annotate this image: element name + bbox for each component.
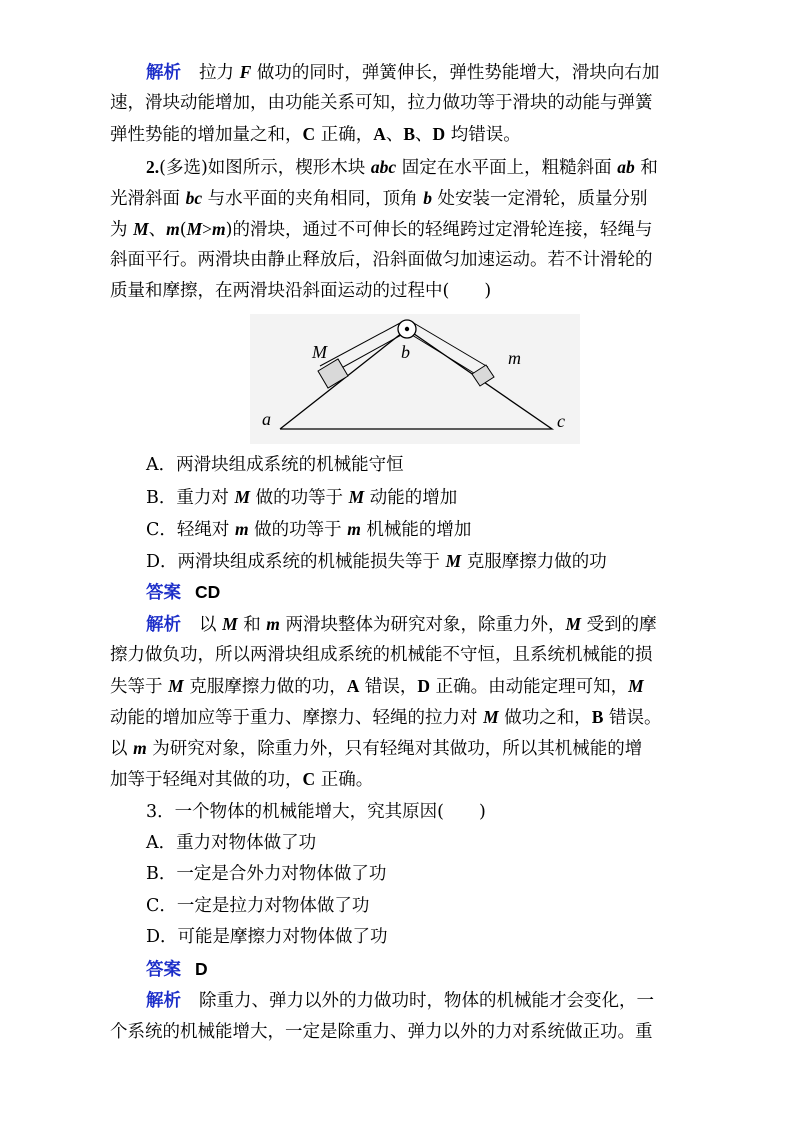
analysis-line: 个系统的机械能增大，一定是除重力、弹力以外的力对系统做正功。重 [110,1022,653,1042]
analysis-line: 弹性势能的增加量之和，C 正确，A、B、D 均错误。 [110,124,521,145]
option-c: C．一定是拉力对物体做了功 [146,896,370,916]
question-2-stem: 质量和摩擦，在两滑块沿斜面运动的过程中( ) [110,281,492,301]
label-b: b [401,342,410,362]
analysis-line: 解析 拉力 F 做功的同时，弹簧伸长，弹性势能增大，滑块向右加 [146,62,660,83]
answer-value: D [195,959,208,979]
answer-line [146,954,208,986]
question-2-stem: 光滑斜面 bc 与水平面的夹角相同，顶角 b 处安装一定滑轮，质量分别 [110,188,648,209]
answer-tag: 答案 [146,960,181,980]
label-c: c [557,411,565,431]
option-d: D．可能是摩擦力对物体做了功 [146,927,388,947]
analysis-line: 解析 以 M 和 m 两滑块整体为研究对象，除重力外，M 受到的摩 [146,614,657,635]
analysis-line: 以 m 为研究对象，除重力外，只有轻绳对其做功，所以其机械能的增 [110,738,643,759]
question-2-stem: 为 M、m(M>m)的滑块，通过不可伸长的轻绳跨过定滑轮连接，轻绳与 [110,219,653,240]
question-2-stem: 斜面平行。两滑块由静止释放后，沿斜面做匀加速运动。若不计滑轮的 [110,250,653,270]
option-b: B．重力对 M 做的功等于 M 动能的增加 [146,487,458,508]
label-m: m [508,348,521,368]
option-a: A．重力对物体做了功 [146,833,317,853]
analysis-line: 速，滑块动能增加，由功能关系可知，拉力做功等于滑块的动能与弹簧 [110,93,653,113]
analysis-line: 加等于轻绳对其做的功，C 正确。 [110,769,374,790]
label-M: M [312,342,327,362]
label-a: a [262,409,271,429]
analysis-tag: 解析 [146,991,181,1011]
question-3-stem: 3．一个物体的机械能增大，究其原因( ) [146,802,486,822]
wedge-pulley-figure [250,314,580,444]
option-c: C．轻绳对 m 做的功等于 m 机械能的增加 [146,519,472,540]
option-d: D．两滑块组成系统的机械能损失等于 M 克服摩擦力做的功 [146,551,607,572]
analysis-line: 失等于 M 克服摩擦力做的功，A 错误，D 正确。由动能定理可知，M [110,676,644,697]
analysis-line: 解析 除重力、弹力以外的力做功时，物体的机械能才会变化，一 [146,991,654,1011]
question-2-stem: 2.(多选)如图所示，楔形木块 abc 固定在水平面上，粗糙斜面 ab 和 [146,157,658,178]
analysis-tag: 解析 [146,615,181,635]
analysis-tag: 解析 [146,63,181,83]
answer-tag: 答案 [146,583,181,603]
option-b: B．一定是合外力对物体做了功 [146,864,387,884]
analysis-line: 擦力做负功，所以两滑块组成系统的机械能不守恒，且系统机械能的损 [110,645,653,665]
pulley-axle [405,327,409,331]
question-number: 2. [146,157,160,177]
analysis-line: 动能的增加应等于重力、摩擦力、轻绳的拉力对 M 做功之和，B 错误。 [110,707,662,728]
answer-line [146,577,220,609]
option-a: A．两滑块组成系统的机械能守恒 [146,455,404,475]
answer-value: CD [195,582,221,602]
